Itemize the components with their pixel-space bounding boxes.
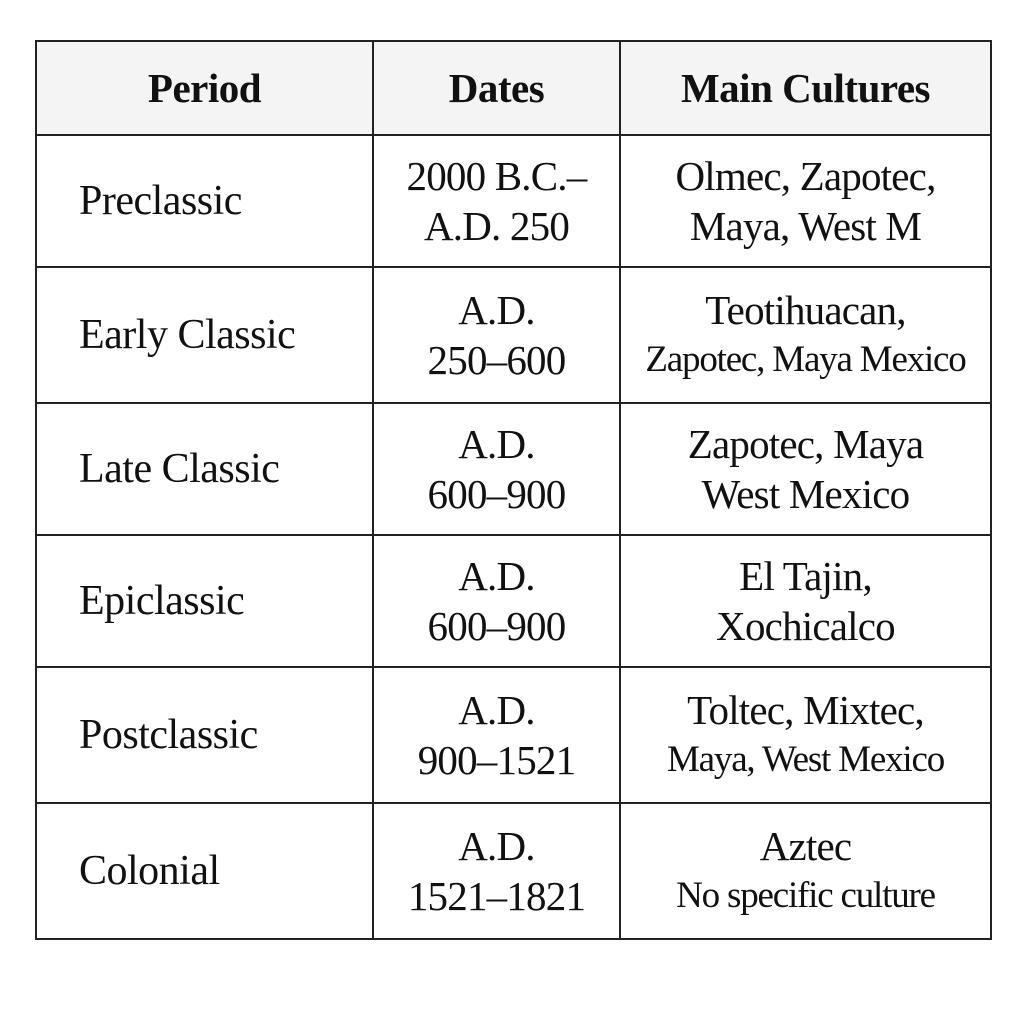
cultures-cell — [620, 535, 991, 667]
cultures-line: Teotihuacan, — [705, 287, 906, 333]
cultures-line: Zapotec, Maya Mexico — [645, 339, 966, 380]
dates-line: 600–900 — [427, 471, 566, 517]
dates-line: A.D. — [458, 553, 535, 599]
dates-line: A.D. — [458, 687, 535, 733]
cultures-cell — [620, 803, 991, 939]
header-main-cultures: Main Cultures — [620, 41, 991, 135]
period-cell: Late Classic — [36, 403, 373, 535]
dates-line: 900–1521 — [417, 737, 576, 783]
table-row — [36, 403, 991, 535]
table-row — [36, 667, 991, 803]
cultures-cell — [620, 267, 991, 403]
dates-cell — [373, 403, 620, 535]
cultures-line: Maya, West Mexico — [666, 739, 944, 780]
dates-cell — [373, 267, 620, 403]
cultures-line: Olmec, Zapotec, — [675, 153, 936, 199]
dates-line: A.D. — [458, 421, 535, 467]
dates-line: 250–600 — [427, 337, 566, 383]
table-row — [36, 803, 991, 939]
cultures-line: Xochicalco — [716, 603, 895, 649]
header-dates: Dates — [373, 41, 620, 135]
cultures-line: Toltec, Mixtec, — [687, 687, 924, 733]
table-row — [36, 267, 991, 403]
cultures-cell — [620, 403, 991, 535]
dates-line: A.D. — [458, 823, 535, 869]
header-row — [36, 41, 991, 135]
dates-line: 600–900 — [427, 603, 566, 649]
cultures-line: El Tajin, — [739, 553, 872, 599]
dates-cell — [373, 803, 620, 939]
table-row — [36, 135, 991, 267]
cultures-line: Aztec — [759, 823, 852, 869]
cultures-line: West Mexico — [701, 471, 910, 517]
dates-line: A.D. — [458, 287, 535, 333]
periods-table-container — [35, 40, 990, 940]
period-cell: Epiclassic — [36, 535, 373, 667]
periods-table — [35, 40, 992, 940]
cultures-line: Maya, West M — [689, 203, 922, 249]
period-cell: Early Classic — [36, 267, 373, 403]
cultures-line: No specific culture — [676, 875, 935, 916]
cultures-line: Zapotec, Maya — [687, 421, 924, 467]
dates-line: 2000 B.C.– — [406, 153, 587, 199]
header-period: Period — [36, 41, 373, 135]
dates-line: 1521–1821 — [407, 873, 586, 919]
cultures-cell — [620, 667, 991, 803]
period-cell: Colonial — [36, 803, 373, 939]
table-row — [36, 535, 991, 667]
dates-cell — [373, 135, 620, 267]
cultures-cell — [620, 135, 991, 267]
period-cell: Preclassic — [36, 135, 373, 267]
dates-cell — [373, 667, 620, 803]
dates-cell — [373, 535, 620, 667]
dates-line: A.D. 250 — [423, 203, 570, 249]
period-cell: Postclassic — [36, 667, 373, 803]
